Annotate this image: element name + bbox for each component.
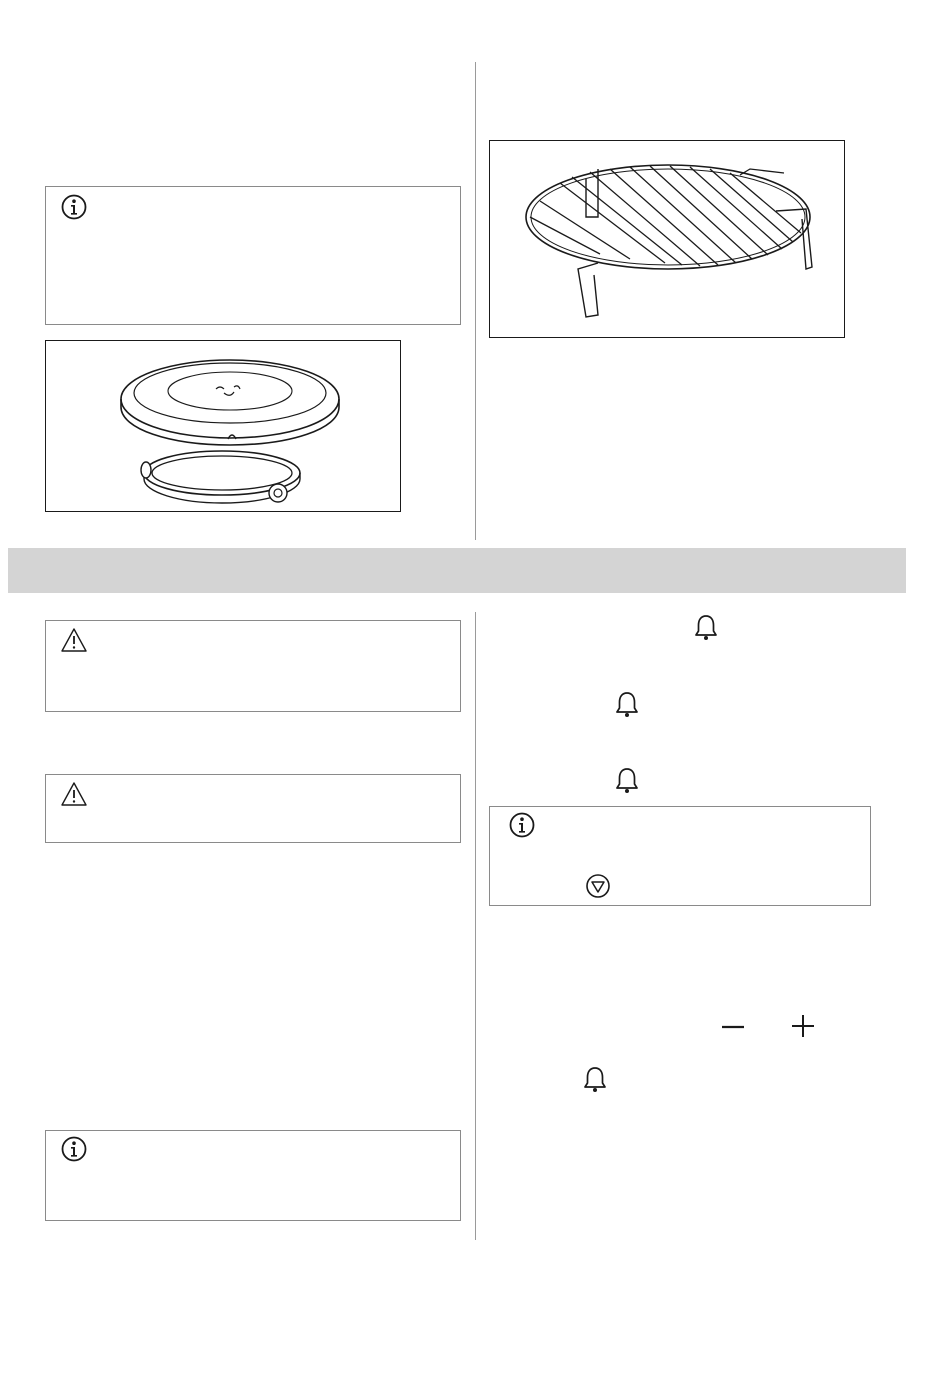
- warning-note-2: [45, 774, 461, 843]
- column-divider-top: [475, 62, 476, 540]
- bell-icon: [614, 690, 640, 720]
- bell-icon: [582, 1065, 608, 1095]
- turntable-figure: [45, 340, 401, 512]
- bell-icon: [693, 613, 719, 643]
- bell-icon: [614, 766, 640, 796]
- info-icon: [508, 811, 536, 839]
- info-note-right: [489, 806, 871, 906]
- stop-triangle-icon: [585, 873, 611, 899]
- grill-rack-illustration: [490, 141, 843, 336]
- grill-rack-figure: [489, 140, 845, 338]
- info-icon: [60, 1135, 88, 1163]
- warning-note-1: [45, 620, 461, 712]
- section-header-band: [8, 548, 906, 593]
- minus-icon: [720, 1014, 746, 1040]
- plus-icon: [790, 1013, 816, 1039]
- warning-icon: [60, 781, 88, 807]
- info-icon: [60, 193, 88, 221]
- info-note-bottom: [45, 1130, 461, 1221]
- info-note-top: [45, 186, 461, 325]
- column-divider-bottom: [475, 612, 476, 1240]
- turntable-illustration: [46, 341, 399, 510]
- warning-icon: [60, 627, 88, 653]
